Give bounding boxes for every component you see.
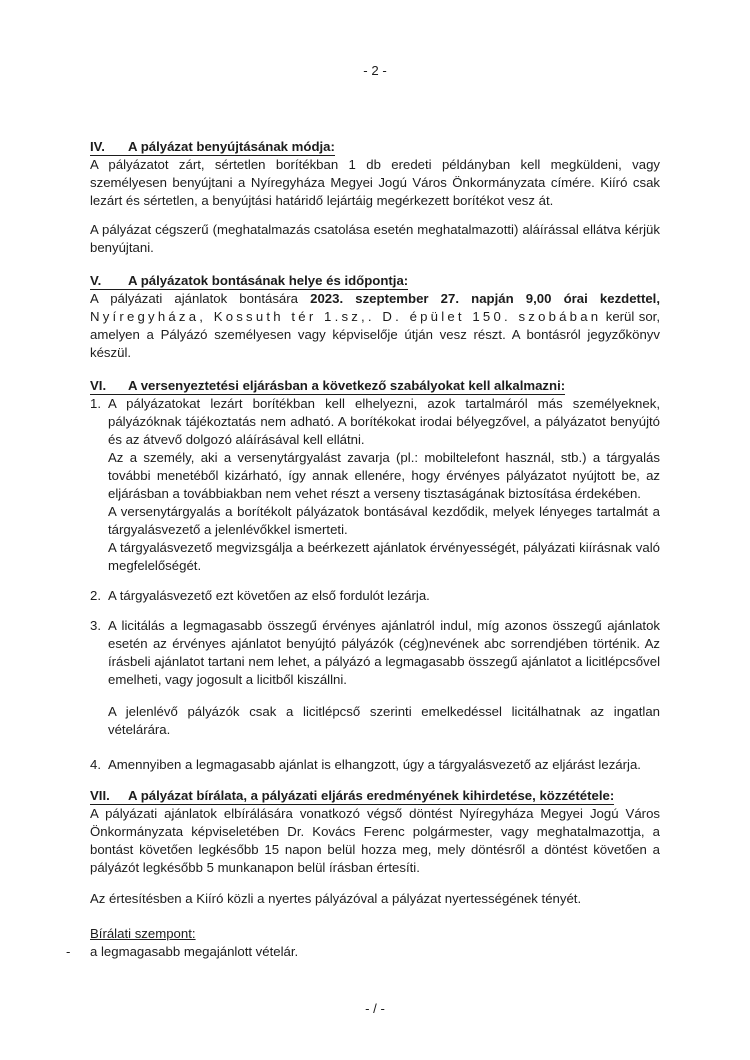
page-number: - 2 - — [363, 63, 387, 78]
list-item-3-paragraph-2: A jelenlévő pályázók csak a licitlépcső szerinti emelkedéssel licitálhatnak az ingatlan vételárára. — [108, 704, 660, 737]
page-footer-mark: - / - — [365, 1001, 385, 1016]
v-text-end: kerül sor, amelyen a Pályázó személyesen vagy képviselője útján vesz részt. A bontásról jegyzőkönyv készül. — [90, 309, 661, 360]
list-item-1-paragraph-1: A pályázatokat lezárt borítékban kell elhelyezni, azok tartalmáról más személyeknek, pályázóknak tájékoztatás nem adható. A borítékokat irodai bélyegzővel, a pályázatot benyújtó és az átvevő dolgozó aláírásával kell ellátni. — [108, 396, 660, 447]
section-vii-paragraph-1: A pályázati ajánlatok elbírálására vonatkozó végső döntést Nyíregyháza Megyei Jogú Város Önkormányzata képviseletében Dr. Kovács Ferenc polgármester, vagy meghatalmazottja, a bontást követően legkésőbb 15 napon belül hozza meg, mely döntésről a döntést követően a pályázót legkésőbb 5 munkanapon belül írásban értesíti. — [90, 806, 660, 875]
list-item-1-paragraph-2: Az a személy, aki a versenytárgyalást zavarja (pl.: mobiltelefont használ, stb.) a tárgyalás további menetéből kizárható, így annak ellenére, hogy érvényes pályázatot nyújtott be, az eljárásban a továbbiakban nem vehet részt a verseny tisztaságának biztosítása érdekében. — [108, 450, 660, 501]
list-item-2-number: 2. — [90, 588, 101, 603]
section-iv-title: A pályázat benyújtásának módja: — [128, 139, 335, 154]
bullet-dash-marker: - — [66, 944, 71, 959]
list-item-1-paragraph-3: A versenytárgyalás a borítékolt pályázatok bontásával kezdődik, melyek lényeges tartalmát a tárgyalásvezető a jelenlévőkkel ismerteti. — [108, 504, 660, 537]
list-item-1 — [90, 395, 660, 575]
section-vi-number: VI. — [90, 378, 107, 393]
v-date-time-bold: 2023. szeptember 27. napján 9,00 órai kezdettel, — [310, 291, 660, 306]
document-body — [66, 0, 661, 961]
section-iv-paragraph-2: A pályázat cégszerű (meghatalmazás csatolása esetén meghatalmazotti) aláírással ellátva kérjük benyújtani. — [90, 222, 660, 255]
list-item-3-paragraph-1: A licitálás a legmagasabb összegű érvényes ajánlatról indul, míg azonos összegű ajánlatok esetén az érvényes ajánlatot benyújtó pályázók (cég)nevének abc sorrendjében történik. Az írásbeli ajánlatot tartani nem lehet, a pályázó a legmagasabb összegű ajánlatot a licitlépcsővel emelheti, vagy jogosult a licitből kiszállni. — [108, 618, 660, 687]
section-vi-title: A versenyeztetési eljárásban a következő szabályokat kell alkalmazni: — [128, 378, 566, 393]
list-item-3-number: 3. — [90, 618, 101, 633]
section-v-title: A pályázatok bontásának helye és időpontja: — [128, 273, 409, 288]
section-iv-number: IV. — [90, 139, 105, 154]
section-vii-number: VII. — [90, 788, 110, 803]
list-item-2 — [90, 587, 660, 605]
section-v-number: V. — [90, 273, 102, 288]
criteria-bullet-text: a legmagasabb megajánlott vételár. — [90, 944, 299, 959]
list-item-1-paragraph-4: A tárgyalásvezető megvizsgálja a beérkezett ajánlatok érvényességét, pályázati kiírásnak való megfelelőségét. — [108, 540, 660, 573]
list-item-4 — [90, 756, 660, 774]
section-vi-heading — [90, 377, 660, 395]
list-item-4-paragraph-1: Amennyiben a legmagasabb ajánlat is elhangzott, úgy a tárgyalásvezető az eljárást lezárja. — [108, 757, 641, 772]
section-iv-paragraph-1: A pályázatot zárt, sértetlen borítékban 1 db eredeti példányban kell megküldeni, vagy személyesen benyújtani a Nyíregyháza Megyei Jogú Város Önkormányzata címére. Kiíró csak lezárt és sértetlen, a benyújtási határidő lejártáig megérkezett borítékot vesz át. — [90, 157, 660, 208]
list-item-2-paragraph-1: A tárgyalásvezető ezt követően az első fordulót lezárja. — [108, 588, 430, 603]
section-v-paragraph — [90, 290, 660, 362]
v-address-letterspaced: Nyíregyháza, Kossuth tér 1.sz,. D. épület 150. szobában — [90, 309, 602, 324]
vi-rules-list — [90, 395, 660, 774]
section-iv-heading — [90, 138, 660, 156]
section-vii-title: A pályázat bírálata, a pályázati eljárás eredményének kihirdetése, közzététele: — [128, 788, 615, 803]
list-item-4-number: 4. — [90, 757, 101, 772]
section-v-heading — [90, 272, 660, 290]
v-text-start: A pályázati ajánlatok bontására — [90, 291, 311, 306]
section-vii-heading — [90, 787, 660, 805]
section-vii-paragraph-2: Az értesítésben a Kiíró közli a nyertes pályázóval a pályázat nyertességének tényét. — [90, 891, 582, 906]
criteria-bullet-item — [66, 943, 660, 961]
criteria-label: Bírálati szempont: — [90, 926, 196, 941]
list-item-1-number: 1. — [90, 396, 101, 411]
list-item-3 — [90, 617, 660, 739]
